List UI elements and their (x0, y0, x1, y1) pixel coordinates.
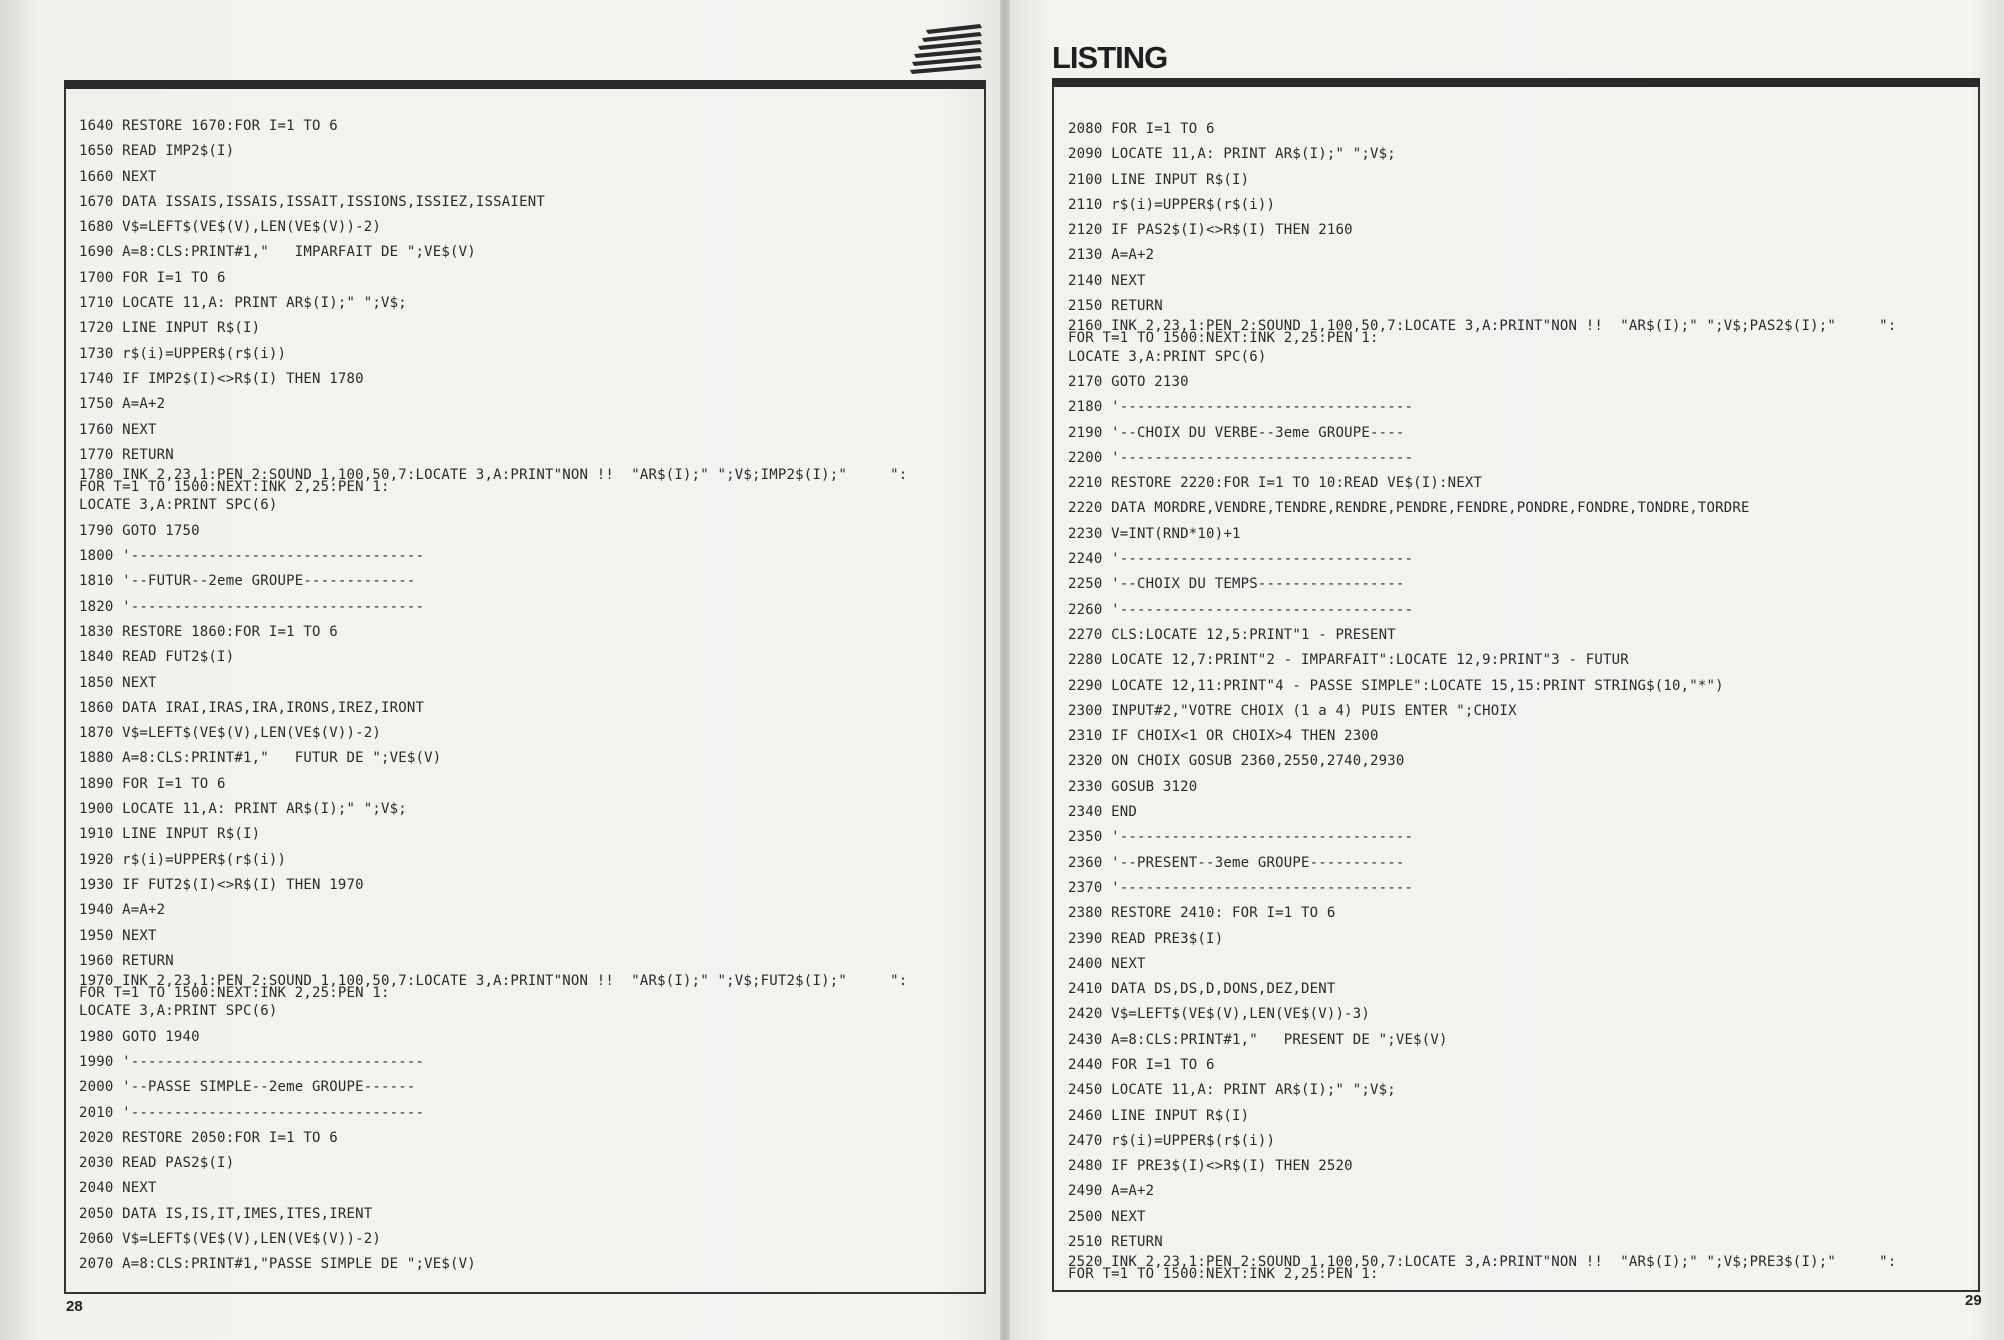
code-line: 2360 '--PRESENT--3eme GROUPE----------- (1068, 854, 1405, 871)
code-line: 1750 A=A+2 (79, 396, 166, 413)
code-line: 2490 A=A+2 (1068, 1183, 1155, 1200)
code-line-text: 2520 INK 2,23,1:PEN 2:SOUND 1,100,50,7:LOCATE 3,A:PRINT"NON !! "AR$(I);" ";V$;PRE3$(I);" ": (1068, 1254, 1897, 1270)
code-line: 2240 '---------------------------------- (1068, 551, 1414, 568)
right-header-rule (1052, 78, 1980, 87)
code-line: 2250 '--CHOIX DU TEMPS----------------- (1068, 576, 1405, 593)
code-line: 2150 RETURN (1068, 298, 1163, 315)
code-line-continuation: FOR T=1 TO 1500:NEXT:INK 2,25:PEN 1: (1068, 1266, 1379, 1282)
code-line: 2130 A=A+2 (1068, 247, 1155, 264)
code-line: 2300 INPUT#2,"VOTRE CHOIX (1 a 4) PUIS ENTER ";CHOIX (1068, 702, 1517, 719)
code-line: 2380 RESTORE 2410: FOR I=1 TO 6 (1068, 905, 1336, 922)
code-line: 2060 V$=LEFT$(VE$(V),LEN(VE$(V))-2) (79, 1231, 382, 1248)
code-line: 1840 READ FUT2$(I) (79, 649, 235, 666)
code-line: 2280 LOCATE 12,7:PRINT"2 - IMPARFAIT":LOCATE 12,9:PRINT"3 - FUTUR (1068, 652, 1629, 669)
code-line: 2450 LOCATE 11,A: PRINT AR$(I);" ";V$; (1068, 1082, 1396, 1099)
code-line: 1710 LOCATE 11,A: PRINT AR$(I);" ";V$; (79, 295, 407, 312)
code-line: 1880 A=8:CLS:PRINT#1," FUTUR DE ";VE$(V) (79, 750, 442, 767)
code-line: 1930 IF FUT2$(I)<>R$(I) THEN 1970 (79, 876, 364, 893)
code-line: 2350 '---------------------------------- (1068, 829, 1414, 846)
code-line (79, 468, 907, 493)
code-line: 2120 IF PAS2$(I)<>R$(I) THEN 2160 (1068, 222, 1353, 239)
left-code-listing (79, 114, 907, 1278)
listing-title: LISTING (1052, 40, 1168, 75)
code-line: 1850 NEXT (79, 674, 157, 691)
code-line: LOCATE 3,A:PRINT SPC(6) (79, 1003, 278, 1020)
code-line: 1740 IF IMP2$(I)<>R$(I) THEN 1780 (79, 370, 364, 387)
code-line: 2100 LINE INPUT R$(I) (1068, 171, 1250, 188)
code-line: 2370 '---------------------------------- (1068, 879, 1414, 896)
code-line: 2310 IF CHOIX<1 OR CHOIX>4 THEN 2300 (1068, 728, 1379, 745)
code-line: 2020 RESTORE 2050:FOR I=1 TO 6 (79, 1129, 338, 1146)
code-line: 2430 A=8:CLS:PRINT#1," PRESENT DE ";VE$(V) (1068, 1031, 1448, 1048)
code-line: 2230 V=INT(RND*10)+1 (1068, 525, 1241, 542)
code-line: 1810 '--FUTUR--2eme GROUPE------------- (79, 573, 416, 590)
code-line: 1640 RESTORE 1670:FOR I=1 TO 6 (79, 118, 338, 134)
code-line: 2290 LOCATE 12,11:PRINT"4 - PASSE SIMPLE":LOCATE 15,15:PRINT STRING$(10,"*") (1068, 677, 1724, 694)
code-line: LOCATE 3,A:PRINT SPC(6) (79, 497, 278, 514)
code-line: 1770 RETURN (79, 446, 174, 463)
left-page (0, 0, 1000, 1340)
code-line: 1950 NEXT (79, 927, 157, 944)
code-line: 1650 READ IMP2$(I) (79, 143, 235, 160)
code-line: 2400 NEXT (1068, 955, 1146, 972)
code-line: 1690 A=8:CLS:PRINT#1," IMPARFAIT DE ";VE$(V) (79, 244, 476, 261)
stacked-paper-logo-icon (908, 22, 984, 78)
code-line: 1730 r$(i)=UPPER$(r$(i)) (79, 345, 287, 362)
code-line: 2200 '---------------------------------- (1068, 449, 1414, 466)
code-line: 1860 DATA IRAI,IRAS,IRA,IRONS,IREZ,IRONT (79, 699, 425, 716)
code-line: 2260 '---------------------------------- (1068, 601, 1414, 618)
code-line: 2220 DATA MORDRE,VENDRE,TENDRE,RENDRE,PENDRE,FENDRE,PONDRE,FONDRE,TONDRE,TORDRE (1068, 500, 1750, 517)
code-line: LOCATE 3,A:PRINT SPC(6) (1068, 348, 1267, 365)
code-line (79, 974, 907, 999)
code-line: 2170 GOTO 2130 (1068, 373, 1189, 390)
code-line: 2010 '---------------------------------- (79, 1104, 425, 1121)
code-line-continuation: FOR T=1 TO 1500:NEXT:INK 2,25:PEN 1: (1068, 330, 1379, 347)
code-line: 2500 NEXT (1068, 1208, 1146, 1225)
code-line-text: 1780 INK 2,23,1:PEN 2:SOUND 1,100,50,7:LOCATE 3,A:PRINT"NON !! "AR$(I);" ";V$;IMP2$(I);" ": (79, 466, 908, 483)
code-line: 2090 LOCATE 11,A: PRINT AR$(I);" ";V$; (1068, 146, 1396, 163)
code-line: 1680 V$=LEFT$(VE$(V),LEN(VE$(V))-2) (79, 219, 382, 236)
code-line: 1790 GOTO 1750 (79, 522, 200, 539)
book-gutter (1000, 0, 1010, 1340)
code-line: 2270 CLS:LOCATE 12,5:PRINT"1 - PRESENT (1068, 626, 1396, 643)
code-line: 1940 A=A+2 (79, 902, 166, 919)
code-line: 2390 READ PRE3$(I) (1068, 930, 1224, 947)
code-line: 1700 FOR I=1 TO 6 (79, 269, 226, 286)
right-page-number: 29 (1965, 1292, 1982, 1309)
left-header-rule (64, 80, 986, 89)
code-line: 2440 FOR I=1 TO 6 (1068, 1056, 1215, 1073)
code-line: 1910 LINE INPUT R$(I) (79, 826, 261, 843)
code-line: 2510 RETURN (1068, 1234, 1163, 1251)
code-line: 2050 DATA IS,IS,IT,IMES,ITES,IRENT (79, 1205, 373, 1222)
code-line: 2420 V$=LEFT$(VE$(V),LEN(VE$(V))-3) (1068, 1006, 1371, 1023)
code-line: 2460 LINE INPUT R$(I) (1068, 1107, 1250, 1124)
code-line: 1960 RETURN (79, 952, 174, 969)
code-line: 2340 END (1068, 804, 1138, 821)
code-line: 1800 '---------------------------------- (79, 548, 425, 565)
code-line: 1660 NEXT (79, 168, 157, 185)
right-page (1010, 0, 2004, 1340)
code-line: 1820 '---------------------------------- (79, 598, 425, 615)
code-line: 1980 GOTO 1940 (79, 1028, 200, 1045)
code-line: 2330 GOSUB 3120 (1068, 778, 1198, 795)
code-line: 1890 FOR I=1 TO 6 (79, 775, 226, 792)
code-line: 2000 '--PASSE SIMPLE--2eme GROUPE------ (79, 1079, 416, 1096)
code-line: 1990 '---------------------------------- (79, 1053, 425, 1070)
code-line: 1760 NEXT (79, 421, 157, 438)
code-line (1068, 1255, 1896, 1280)
code-line: 2410 DATA DS,DS,D,DONS,DEZ,DENT (1068, 981, 1336, 998)
code-line-continuation: FOR T=1 TO 1500:NEXT:INK 2,25:PEN 1: (79, 478, 390, 495)
code-line: 2320 ON CHOIX GOSUB 2360,2550,2740,2930 (1068, 753, 1405, 770)
code-line-text: 2160 INK 2,23,1:PEN 2:SOUND 1,100,50,7:LOCATE 3,A:PRINT"NON !! "AR$(I);" ";V$;PAS2$(I);" ": (1068, 318, 1897, 335)
left-page-number: 28 (66, 1298, 83, 1315)
code-line: 2480 IF PRE3$(I)<>R$(I) THEN 2520 (1068, 1158, 1353, 1175)
code-line (1068, 318, 1897, 347)
code-line: 1900 LOCATE 11,A: PRINT AR$(I);" ";V$; (79, 801, 407, 818)
code-line: 1870 V$=LEFT$(VE$(V),LEN(VE$(V))-2) (79, 725, 382, 742)
code-line: 2080 FOR I=1 TO 6 (1068, 121, 1215, 137)
code-line: 2030 READ PAS2$(I) (79, 1155, 235, 1172)
code-line: 2110 r$(i)=UPPER$(r$(i)) (1068, 196, 1276, 213)
code-line: 2040 NEXT (79, 1180, 157, 1197)
code-line: 1720 LINE INPUT R$(I) (79, 320, 261, 337)
code-line: 1670 DATA ISSAIS,ISSAIS,ISSAIT,ISSIONS,ISSIEZ,ISSAIENT (79, 193, 545, 210)
code-line: 1830 RESTORE 1860:FOR I=1 TO 6 (79, 623, 338, 640)
code-line: 2180 '---------------------------------- (1068, 399, 1414, 416)
code-line-text: 1970 INK 2,23,1:PEN 2:SOUND 1,100,50,7:LOCATE 3,A:PRINT"NON !! "AR$(I);" ";V$;FUT2$(I);" ": (79, 972, 908, 989)
code-line: 2070 A=8:CLS:PRINT#1,"PASSE SIMPLE DE ";VE$(V) (79, 1256, 476, 1273)
code-line: 2470 r$(i)=UPPER$(r$(i)) (1068, 1132, 1276, 1149)
code-line: 1920 r$(i)=UPPER$(r$(i)) (79, 851, 287, 868)
code-line-continuation: FOR T=1 TO 1500:NEXT:INK 2,25:PEN 1: (79, 984, 390, 1001)
code-line: 2210 RESTORE 2220:FOR I=1 TO 10:READ VE$(I):NEXT (1068, 475, 1483, 492)
code-line: 2190 '--CHOIX DU VERBE--3eme GROUPE---- (1068, 424, 1405, 441)
code-line: 2140 NEXT (1068, 272, 1146, 289)
right-code-listing (1068, 117, 1896, 1281)
